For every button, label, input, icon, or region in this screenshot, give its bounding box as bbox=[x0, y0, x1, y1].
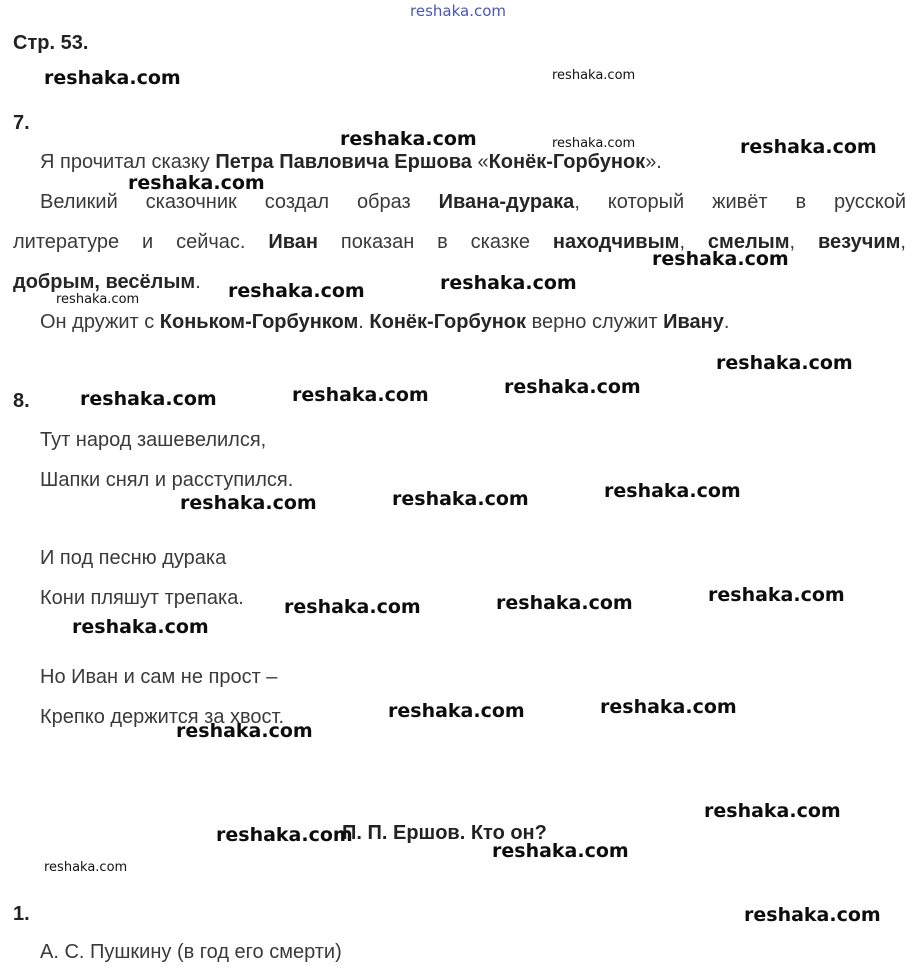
watermark: reshaka.com bbox=[284, 596, 421, 618]
text-run: , который живёт в русской bbox=[574, 191, 906, 213]
trait: везучим bbox=[818, 231, 901, 253]
watermark: reshaka.com bbox=[44, 67, 181, 89]
watermark-small: reshaka.com bbox=[56, 292, 140, 307]
watermark: reshaka.com bbox=[604, 480, 741, 502]
watermark: reshaka.com bbox=[704, 800, 841, 822]
text-run: . bbox=[195, 271, 201, 293]
text-run: показан в сказке bbox=[317, 231, 553, 253]
watermark: reshaka.com bbox=[600, 696, 737, 718]
text-run: « bbox=[471, 151, 489, 173]
watermark: reshaka.com bbox=[340, 128, 477, 150]
character-name: Конёк-Горбунок bbox=[369, 311, 527, 333]
watermark: reshaka.com bbox=[708, 584, 845, 606]
task-7-line-4 bbox=[13, 270, 201, 294]
watermark: reshaka.com bbox=[744, 904, 881, 926]
task-8-number: 8. bbox=[13, 390, 30, 412]
verse-line: И под песню дурака bbox=[40, 547, 227, 569]
watermark-small: reshaka.com bbox=[552, 68, 636, 83]
top-watermark: reshaka.com bbox=[410, 2, 506, 20]
text-run: , bbox=[789, 231, 818, 253]
watermark: reshaka.com bbox=[228, 280, 365, 302]
text-run: ». bbox=[645, 151, 662, 173]
text-run: верно служит bbox=[526, 311, 664, 333]
watermark: reshaka.com bbox=[492, 840, 629, 862]
character-name: Ивану bbox=[663, 311, 724, 333]
watermark: reshaka.com bbox=[740, 136, 877, 158]
watermark-small: reshaka.com bbox=[44, 860, 128, 875]
author-name: Петра Павловича Ершова bbox=[215, 151, 472, 173]
task-1-answer: А. С. Пушкину (в год его смерти) bbox=[40, 941, 342, 963]
text-run: Он дружит с bbox=[40, 311, 160, 333]
watermark: reshaka.com bbox=[496, 592, 633, 614]
text-run: . bbox=[358, 311, 370, 333]
watermark: reshaka.com bbox=[504, 376, 641, 398]
verse-line: Крепко держится за хвост. bbox=[40, 706, 285, 728]
trait: смелым bbox=[707, 231, 790, 253]
watermark: reshaka.com bbox=[180, 492, 317, 514]
watermark: reshaka.com bbox=[716, 352, 853, 374]
page-label: Стр. 53. bbox=[13, 32, 89, 54]
watermark: reshaka.com bbox=[72, 616, 209, 638]
character-name: Коньком-Горбунком bbox=[159, 311, 359, 333]
text-run: Великий сказочник создал образ bbox=[40, 191, 439, 213]
text-run: , bbox=[900, 231, 906, 253]
watermark: reshaka.com bbox=[216, 824, 353, 846]
trait: добрым, весёлым bbox=[13, 271, 196, 293]
tale-title: Конёк-Горбунок bbox=[488, 151, 646, 173]
watermark: reshaka.com bbox=[80, 388, 217, 410]
text-run: Я прочитал сказку bbox=[40, 151, 216, 173]
verse-line: Тут народ зашевелился, bbox=[40, 429, 267, 451]
task-7-line-5 bbox=[40, 310, 729, 334]
watermark: reshaka.com bbox=[128, 172, 265, 194]
character-name: Иван bbox=[268, 231, 318, 253]
watermark: reshaka.com bbox=[176, 720, 313, 742]
section-title: П. П. Ершов. Кто он? bbox=[342, 822, 547, 844]
text-run: , bbox=[679, 231, 708, 253]
verse-line: Но Иван и сам не прост – bbox=[40, 666, 278, 688]
verse-line: Кони пляшут трепака. bbox=[40, 587, 244, 609]
watermark: reshaka.com bbox=[652, 248, 789, 270]
watermark: reshaka.com bbox=[440, 272, 577, 294]
task-1-number: 1. bbox=[13, 903, 30, 925]
watermark: reshaka.com bbox=[392, 488, 529, 510]
watermark: reshaka.com bbox=[292, 384, 429, 406]
text-run: . bbox=[723, 311, 730, 333]
text-run: литературе и сейчас. bbox=[13, 231, 269, 253]
watermark: reshaka.com bbox=[388, 700, 525, 722]
verse-line: Шапки снял и расступился. bbox=[40, 469, 294, 491]
character-name: Ивана-дурака bbox=[438, 191, 575, 213]
task-7-number: 7. bbox=[13, 112, 30, 134]
watermark-small: reshaka.com bbox=[552, 136, 636, 151]
trait: находчивым bbox=[552, 231, 680, 253]
task-7-line-1 bbox=[40, 150, 662, 174]
